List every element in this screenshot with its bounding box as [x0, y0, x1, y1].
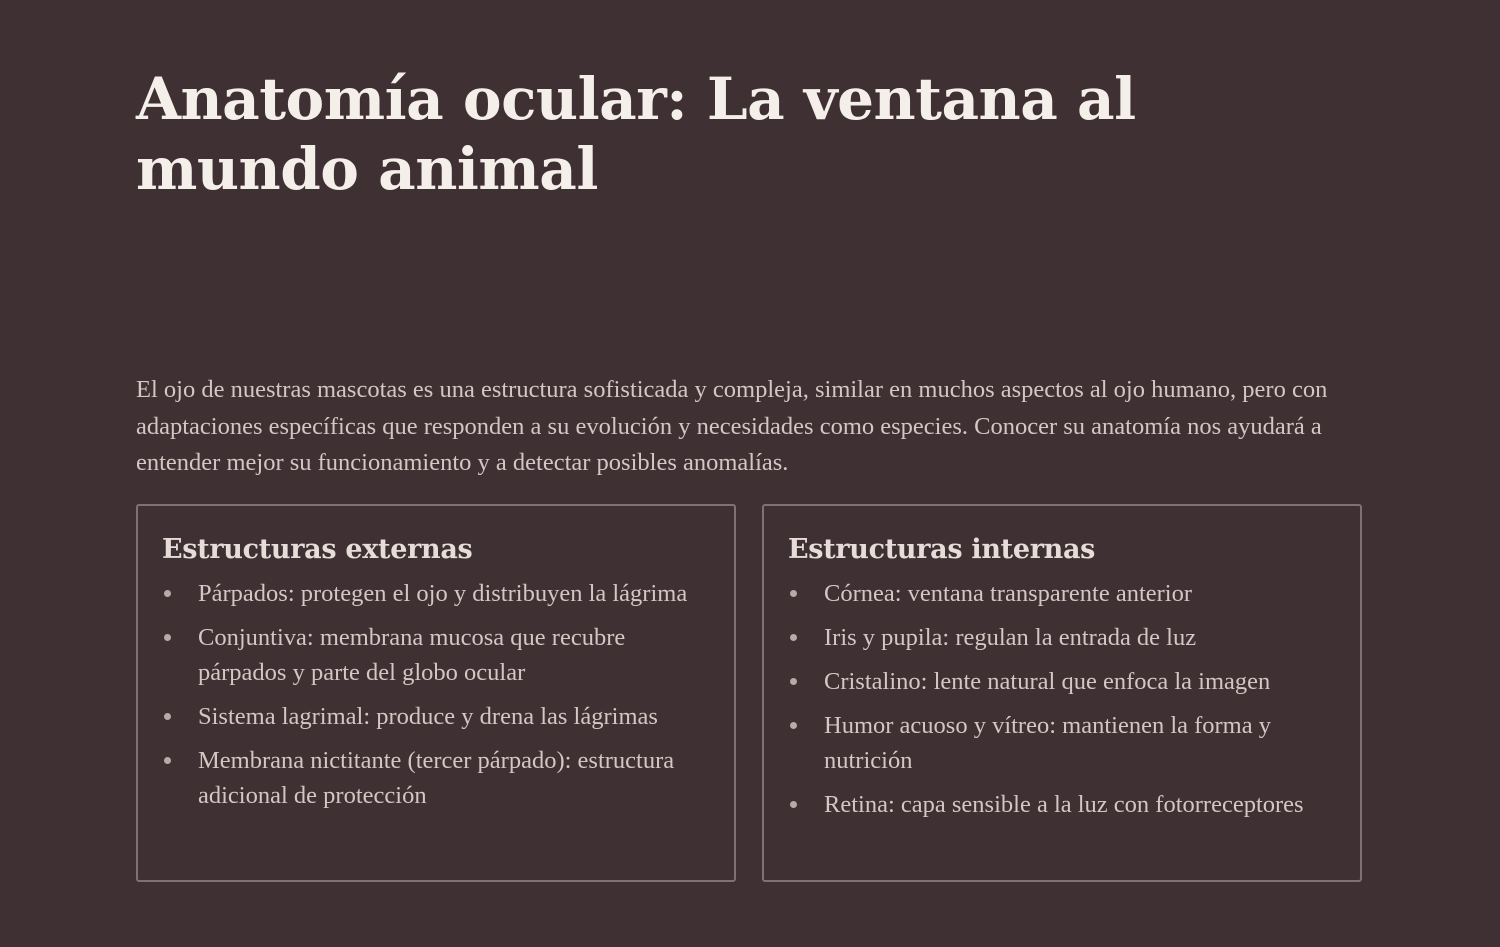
- external-structures-list: [162, 576, 710, 813]
- list-item: Sistema lagrimal: produce y drena las lágrimas: [162, 699, 710, 734]
- list-item: Membrana nictitante (tercer párpado): estructura adicional de protección: [162, 743, 710, 813]
- internal-structures-heading: Estructuras internas: [788, 534, 1096, 565]
- internal-structures-list: [788, 576, 1336, 822]
- list-item: Humor acuoso y vítreo: mantienen la forma y nutrición: [788, 708, 1336, 778]
- list-item: Conjuntiva: membrana mucosa que recubre párpados y parte del globo ocular: [162, 620, 710, 690]
- external-structures-card: [136, 504, 736, 882]
- intro-paragraph: El ojo de nuestras mascotas es una estructura sofisticada y compleja, similar en muchos aspectos al ojo humano, pero con adaptaciones específicas que responden a su evolución y necesidades como especies. Conocer su anatomía nos ayudará a entender mejor su funcionamiento y a detectar posibles anomalías.: [136, 376, 1328, 476]
- list-item: Iris y pupila: regulan la entrada de luz: [788, 620, 1336, 655]
- internal-structures-card: [762, 504, 1362, 882]
- page-title: Anatomía ocular: La ventana al mundo animal: [136, 65, 1136, 203]
- list-item: Córnea: ventana transparente anterior: [788, 576, 1336, 611]
- list-item: Párpados: protegen el ojo y distribuyen la lágrima: [162, 576, 710, 611]
- list-item: Cristalino: lente natural que enfoca la imagen: [788, 664, 1336, 699]
- external-structures-heading: Estructuras externas: [162, 534, 473, 565]
- list-item: Retina: capa sensible a la luz con fotorreceptores: [788, 787, 1336, 822]
